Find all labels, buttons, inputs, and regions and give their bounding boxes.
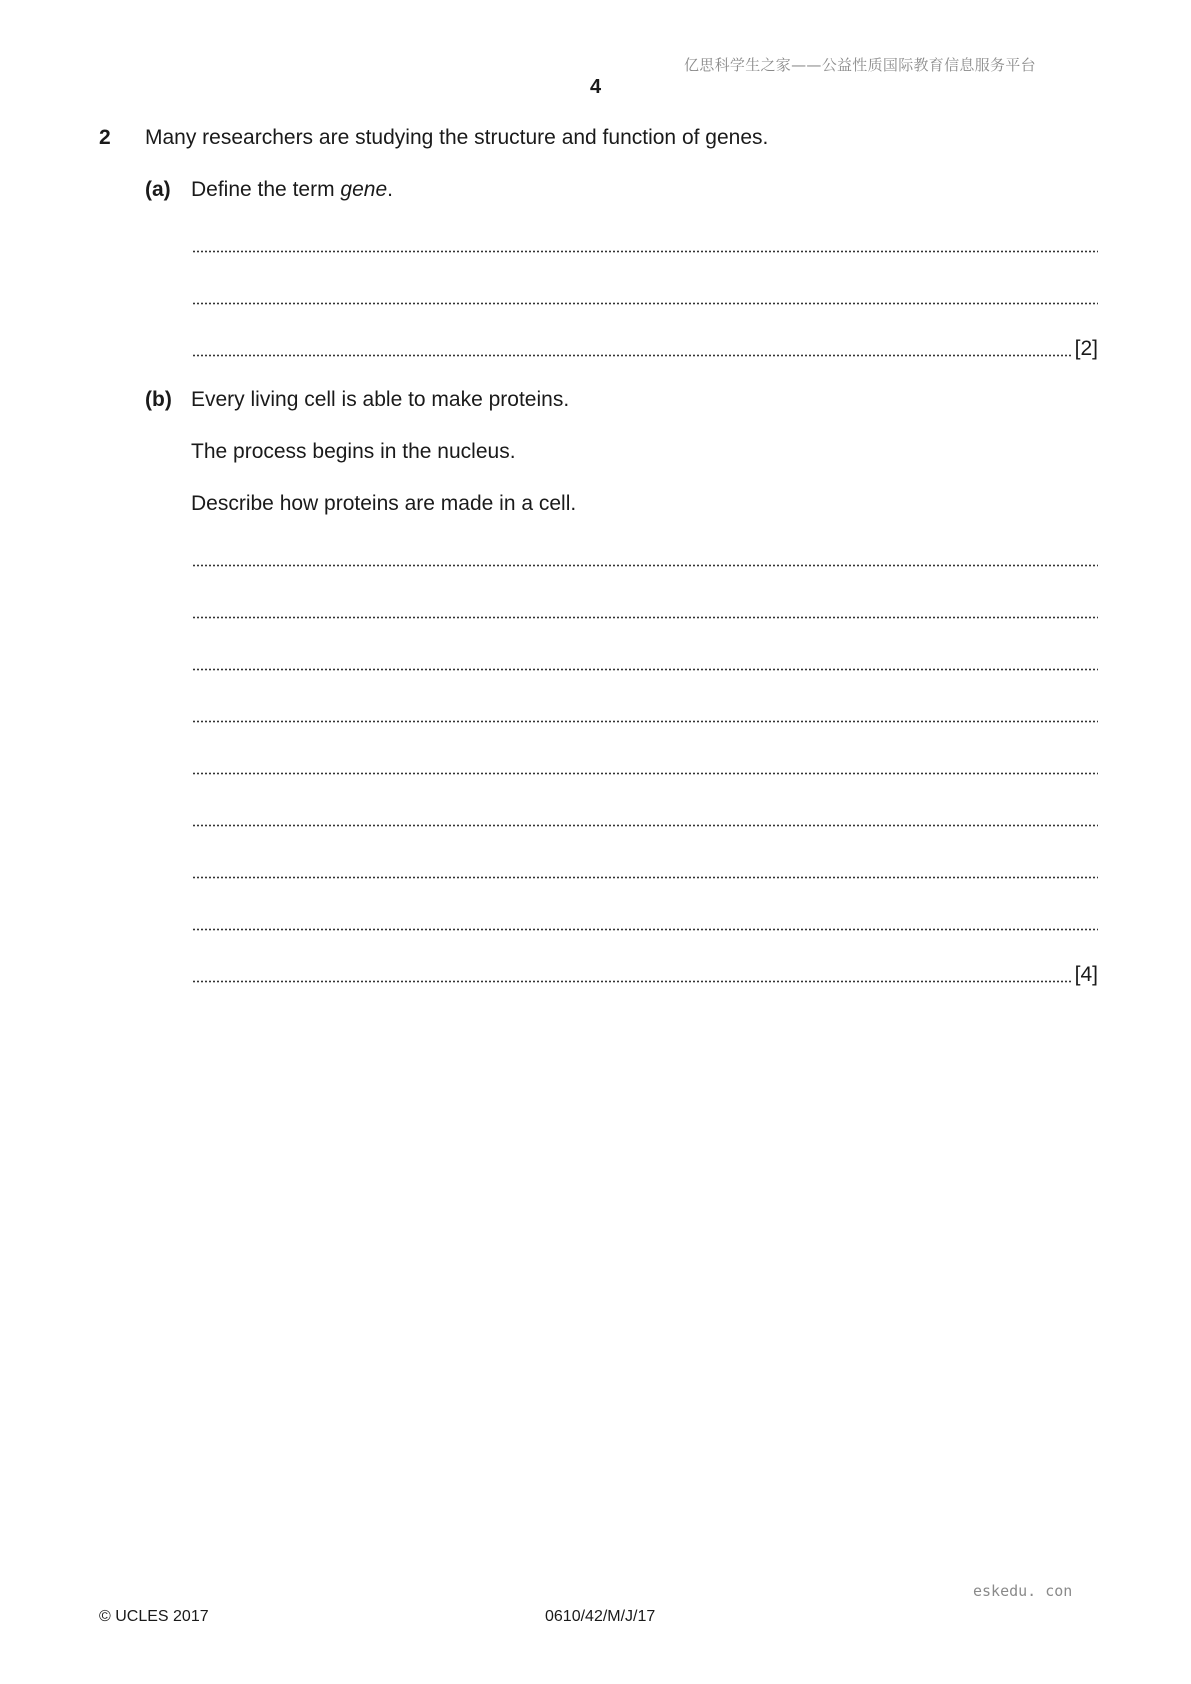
answer-line[interactable] — [192, 702, 1098, 728]
dotted-line — [192, 824, 1098, 827]
question-number: 2 — [99, 126, 111, 149]
paper-code: 0610/42/M/J/17 — [545, 1608, 656, 1625]
part-b-line2: The process begins in the nucleus. — [191, 440, 516, 463]
answer-line[interactable] — [192, 232, 1098, 258]
answer-line[interactable] — [192, 336, 1098, 362]
dotted-line — [192, 250, 1098, 253]
watermark-footer: eskedu. con — [973, 1582, 1073, 1600]
dotted-line — [192, 772, 1098, 775]
part-a-marks: [2] — [1074, 337, 1098, 360]
answer-line[interactable] — [192, 910, 1098, 936]
question-stem: Many researchers are studying the structure and function of genes. — [145, 126, 769, 149]
dotted-line — [192, 668, 1098, 671]
part-b-line1: Every living cell is able to make proteins. — [191, 388, 570, 411]
part-a-prompt — [191, 178, 393, 202]
dotted-line — [192, 302, 1098, 305]
part-b-marks: [4] — [1074, 963, 1098, 986]
part-a-text-before: Define the term — [191, 178, 341, 201]
answer-line[interactable] — [192, 754, 1098, 780]
part-a-term: gene — [340, 178, 388, 201]
dotted-line — [192, 980, 1073, 983]
dotted-line — [192, 720, 1098, 723]
answer-line[interactable] — [192, 858, 1098, 884]
part-a-label: (a) — [145, 178, 171, 201]
copyright: © UCLES 2017 — [99, 1608, 209, 1625]
part-a-text-after: . — [387, 178, 393, 201]
part-b-line3: Describe how proteins are made in a cell. — [191, 492, 577, 515]
answer-line[interactable] — [192, 650, 1098, 676]
dotted-line — [192, 354, 1073, 357]
part-b-label: (b) — [145, 388, 172, 411]
dotted-line — [192, 616, 1098, 619]
answer-line[interactable] — [192, 284, 1098, 310]
watermark-header: 亿思科学生之家——公益性质国际教育信息服务平台 — [684, 56, 1036, 74]
dotted-line — [192, 564, 1098, 567]
dotted-line — [192, 928, 1098, 931]
answer-line[interactable] — [192, 546, 1098, 572]
answer-line[interactable] — [192, 598, 1098, 624]
answer-line[interactable] — [192, 806, 1098, 832]
answer-line[interactable] — [192, 962, 1098, 988]
dotted-line — [192, 876, 1098, 879]
page-number: 4 — [590, 76, 602, 98]
